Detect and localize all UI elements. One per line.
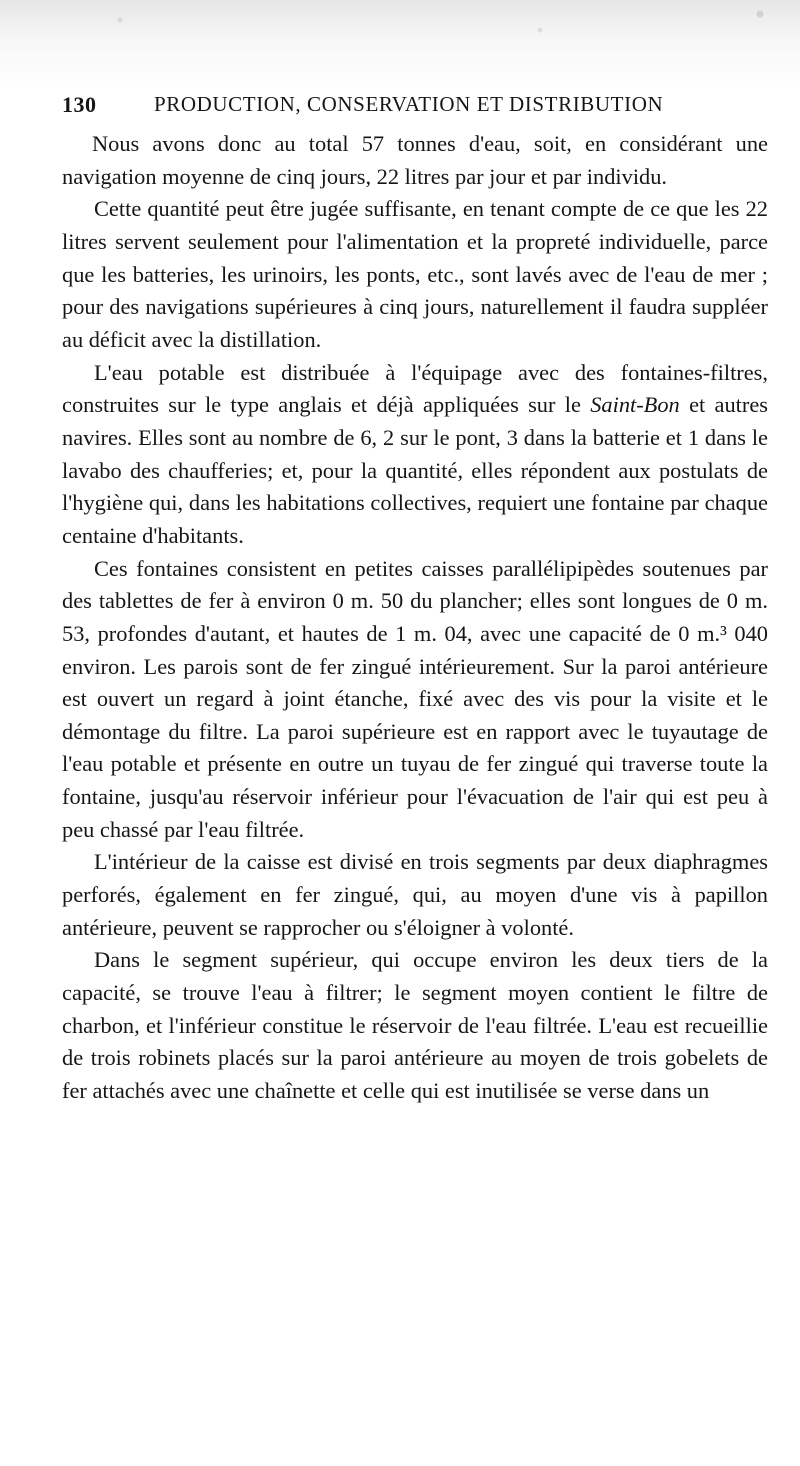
paragraph-6: Dans le segment supérieur, qui occupe environ les deux tiers de la capacité, se trouve l'eau à filtrer; le segment moyen contient le filtre de charbon, et l'inférieur constitue le réservoir de l'eau filtrée. L'eau est recueillie de trois robinets placés sur la paroi antérieure au moyen de trois gobelets de fer attachés avec une chaînette et celle qui est inutilisée se verse dans un [62, 947, 768, 1104]
ship-name-italic: Saint-Bon [590, 392, 680, 418]
body-text [62, 128, 768, 1108]
paragraph-3-part-2: et autres navires. Elles sont au nombre de 6, 2 sur le pont, 3 dans la batterie et 1 dans le lavabo des chaufferies; et, pour la quantité, elles répondent aux postulats de l'hygiène qui, dans les habitations collectives, requiert une fontaine par chaque centaine d'habitants. [62, 392, 768, 548]
paragraph-2: Cette quantité peut être jugée suffisante, en tenant compte de ce que les 22 litres servent seulement pour l'alimentation et la propreté individuelle, parce que les batteries, les urinoirs, les ponts, etc., sont lavés avec de l'eau de mer ; pour des navigations supérieures à cinq jours, naturellement il faudra suppléer au déficit avec la distillation. [62, 196, 768, 352]
paragraph-3 [62, 357, 768, 553]
paragraph-1: Nous avons donc au total 57 tonnes d'eau, soit, en considérant une navigation moyenne de cinq jours, 22 litres par jour et par individu. [62, 131, 768, 189]
page-header [62, 92, 670, 120]
page-number: 130 [62, 92, 97, 117]
paragraph-5: L'intérieur de la caisse est divisé en trois segments par deux diaphragmes perforés, également en fer zingué, qui, au moyen d'une vis à papillon antérieure, peuvent se rapprocher ou s'éloigner à volonté. [62, 849, 768, 940]
paragraph-4: Ces fontaines consistent en petites caisses parallélipipèdes soutenues par des tablettes de fer à environ 0 m. 50 du plancher; elles sont longues de 0 m. 53, profondes d'autant, et hautes de 1 m. 04, avec une capacité de 0 m.³ 040 environ. Les parois sont de fer zingué intérieurement. Sur la paroi antérieure est ouvert un regard à joint étanche, fixé avec des vis pour la visite et le démontage du filtre. La paroi supérieure est en rapport avec le tuyautage de l'eau potable et présente en outre un tuyau de fer zingué qui traverse toute la fontaine, jusqu'au réservoir inférieur pour l'évacuation de l'air qui est peu à peu chassé par l'eau filtrée. [62, 555, 768, 842]
paragraph-3-part-1: L'eau potable est distribuée à l'équipage avec des fontaines-filtres, construites sur le type anglais et déjà appliquées sur le [62, 359, 768, 418]
scan-noise [0, 0, 800, 60]
running-title: PRODUCTION, CONSERVATION ET DISTRIBUTION [154, 92, 664, 116]
